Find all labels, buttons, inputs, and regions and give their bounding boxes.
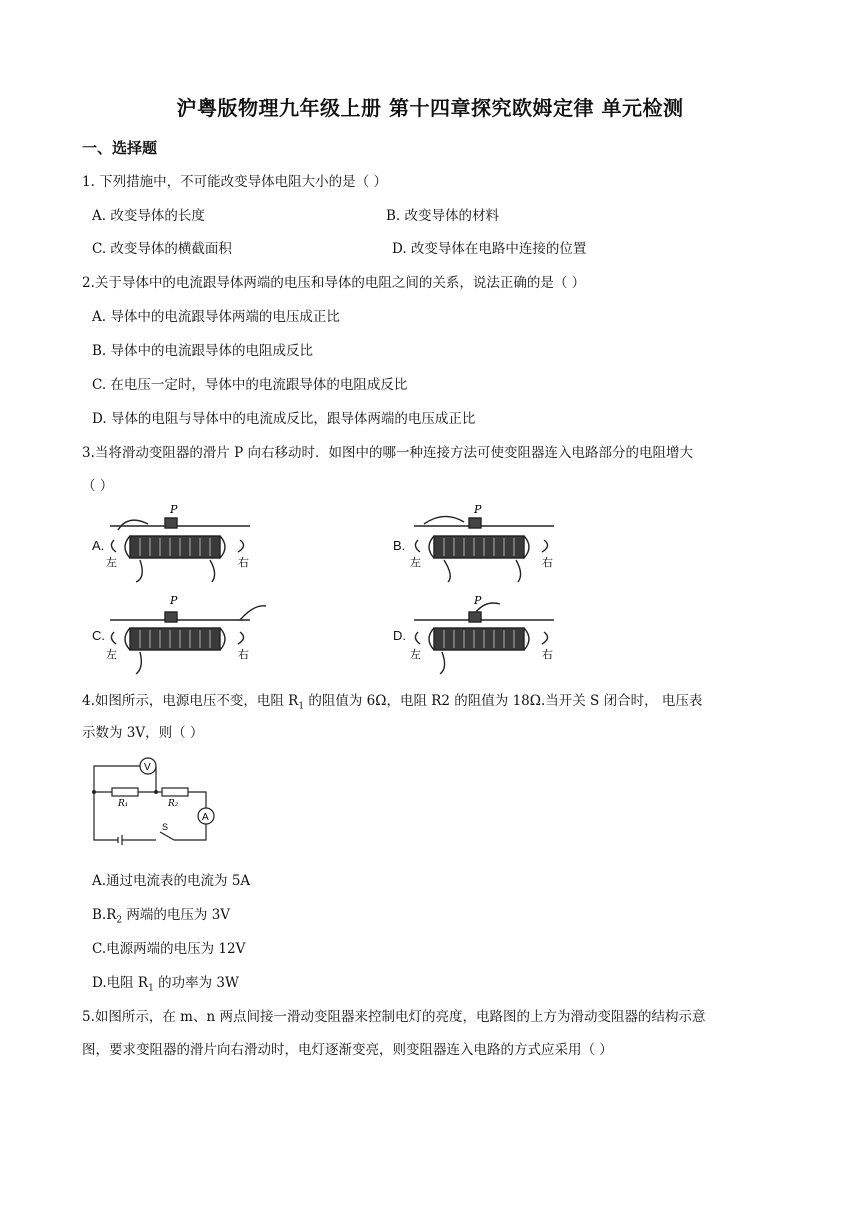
- question-4-option-c[interactable]: C.电源两端的电压为 12V: [92, 941, 246, 957]
- question-3-stem-cont: （ ）: [82, 478, 114, 494]
- question-3-stem: 3.当将滑动变阻器的滑片 P 向右移动时．如图中的哪一种连接方法可使变阻器连入电路部分的电阻增大: [82, 445, 694, 461]
- rheostat-figure-a[interactable]: [100, 500, 260, 588]
- question-3-option-d[interactable]: D.: [393, 628, 406, 643]
- question-1-option-b[interactable]: B. 改变导体的材料: [386, 208, 500, 224]
- ammeter-label: A: [202, 812, 209, 823]
- slider-p-label: P: [170, 594, 178, 607]
- question-1-option-a[interactable]: A. 改变导体的长度: [92, 208, 205, 224]
- question-4-option-d[interactable]: D.电阻 $R_1$ 的功率为 3W: [92, 975, 239, 994]
- section-heading: 一、选择题: [82, 139, 158, 157]
- question-4-option-b[interactable]: $B.R_2$ 两端的电压为 3V: [92, 907, 231, 926]
- question-1-stem: 1. 下列措施中，不可能改变导体电阻大小的是（ ）: [82, 174, 387, 190]
- question-3-option-a[interactable]: A.: [92, 538, 105, 553]
- slider-p-label: P: [474, 594, 482, 607]
- rheostat-figure-d[interactable]: [404, 590, 564, 678]
- left-label: 左: [410, 648, 421, 661]
- question-2-option-b[interactable]: B. 导体中的电流跟导体的电阻成反比: [92, 343, 314, 359]
- left-label: 左: [410, 556, 421, 569]
- r2-label: R₂: [168, 799, 179, 809]
- switch-label: S: [162, 822, 169, 832]
- question-2-option-a[interactable]: A. 导体中的电流跟导体两端的电压成正比: [92, 309, 340, 325]
- question-2-option-d[interactable]: D. 导体的电阻与导体中的电流成反比，跟导体两端的电压成正比: [92, 411, 476, 427]
- right-label: 右: [542, 556, 553, 569]
- question-3-option-c[interactable]: C.: [92, 628, 105, 643]
- circuit-figure: [82, 750, 222, 854]
- left-label: 左: [106, 648, 117, 661]
- left-label: 左: [106, 556, 117, 569]
- question-4-option-a[interactable]: A.通过电流表的电流为 5A: [92, 873, 251, 889]
- question-3-option-b[interactable]: B.: [393, 538, 406, 553]
- slider-p-label: P: [474, 503, 482, 516]
- question-4-stem: 4.如图所示，电源电压不变，电阻 $R_1$ 的阻值为 6Ω，电阻 R2 的阻值为 18Ω.当开关 S 闭合时， 电压表: [82, 693, 703, 712]
- rheostat-figure-c[interactable]: [100, 590, 270, 678]
- rheostat-figure-b[interactable]: [404, 500, 564, 588]
- right-label: 右: [238, 556, 249, 569]
- right-label: 右: [542, 648, 553, 661]
- question-2-option-c[interactable]: C. 在电压一定时，导体中的电流跟导体的电阻成反比: [92, 377, 408, 393]
- question-5-stem-cont: 图，要求变阻器的滑片向右滑动时，电灯逐渐变亮，则变阻器连入电路的方式应采用（ ）: [82, 1042, 613, 1058]
- right-label: 右: [238, 648, 249, 661]
- question-5-stem: 5.如图所示，在 m、n 两点间接一滑动变阻器来控制电灯的亮度，电路图的上方为滑动变阻器的结构示意: [82, 1009, 706, 1025]
- question-1-option-c[interactable]: C. 改变导体的横截面积: [92, 241, 232, 257]
- page-title: 沪粤版物理九年级上册 第十四章探究欧姆定律 单元检测: [176, 96, 684, 120]
- slider-p-label: P: [170, 503, 178, 516]
- voltmeter-label: V: [144, 762, 151, 773]
- question-2-stem: 2.关于导体中的电流跟导体两端的电压和导体的电阻之间的关系，说法正确的是（ ）: [82, 275, 586, 291]
- r1-label: R₁: [118, 799, 129, 809]
- question-4-stem-cont: 示数为 3V，则（ ）: [82, 725, 204, 741]
- question-1-option-d[interactable]: D. 改变导体在电路中连接的位置: [392, 241, 587, 257]
